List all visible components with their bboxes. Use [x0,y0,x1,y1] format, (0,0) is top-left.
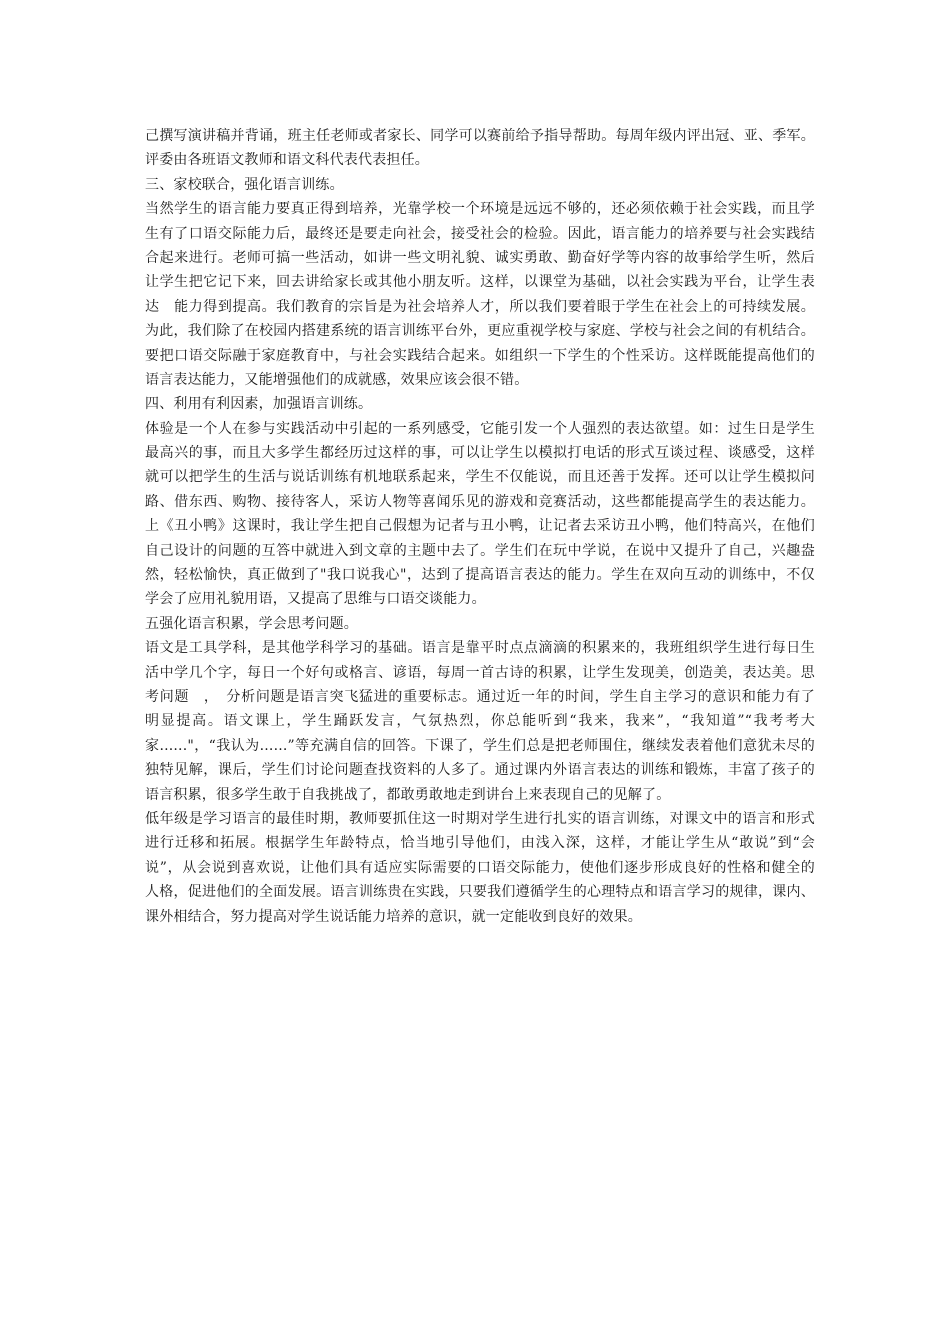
text-line: 进行迁移和拓展。根据学生年龄特点，恰当地引导他们，由浅入深，这样，才能让学生从“敢说”到“会 [145,835,815,852]
text-line: 考问题 ， 分析问题是语言突飞猛进的重要标志。通过近一年的时间，学生自主学习的意识和能力有了 [145,688,815,705]
text-line: 评委由各班语文教师和语文科代表代表担任。 [145,152,429,169]
text-line: 学会了应用礼貌用语，又提高了思维与口语交谈能力。 [145,591,486,608]
text-line: 低年级是学习语言的最佳时期，教师要抓住这一时期对学生进行扎实的语言训练，对课文中的语言和形式 [145,810,815,827]
text-line: 家......"，“我认为......”等充满自信的回答。下课了，学生们总是把老师围住，继续发表着他们意犹未尽的 [145,737,815,754]
text-line: 五强化语言积累，学会思考问题。 [145,615,358,632]
text-line: 课外相结合，努力提高对学生说话能力培养的意识，就一定能收到良好的效果。 [145,908,642,925]
text-line: 语言表达能力，又能增强他们的成就感，效果应该会很不错。 [145,371,529,388]
text-line: 体验是一个人在参与实践活动中引起的一系列感受，它能引发一个人强烈的表达欲望。如：过生日是学生 [145,420,815,437]
text-line: 己撰写演讲稿并背诵，班主任老师或者家长、同学可以赛前给予指导帮助。每周年级内评出冠、亚、季军。 [145,128,815,144]
text-line: 活中学几个字，每日一个好句或格言、谚语，每周一首古诗的积累，让学生发现美，创造美，表达美。思 [145,664,815,681]
text-line: 路、借东西、购物、接待客人，采访人物等喜闻乐见的游戏和竞赛活动，这些都能提高学生的表达能力。 [145,493,815,510]
text-line: 人格，促进他们的全面发展。语言训练贵在实践，只要我们遵循学生的心理特点和语言学习的规律，课内、 [145,884,815,901]
text-line: 然，轻松愉快，真正做到了"我口说我心"，达到了提高语言表达的能力。学生在双向互动的训练中，不仅 [145,567,815,584]
body-text [145,124,815,929]
text-line: 为此，我们除了在校园内搭建系统的语言训练平台外，更应重视学校与家庭、学校与社会之间的有机结合。 [145,323,815,340]
text-line: 独特见解，课后，学生们讨论问题查找资料的人多了。通过课内外语言表达的训练和锻炼，丰富了孩子的 [145,762,815,779]
text-line: 达 能力得到提高。我们教育的宗旨是为社会培养人才，所以我们要着眼于学生在社会上的可持续发展。 [145,298,815,315]
text-line: 语言积累，很多学生敢于自我挑战了，都敢勇敢地走到讲台上来表现自己的见解了。 [145,786,671,803]
text-line: 合起来进行。老师可搞一些活动，如讲一些文明礼貌、诚实勇敢、勤奋好学等内容的故事给学生听，然后 [145,249,815,266]
text-line: 生有了口语交际能力后，最终还是要走向社会，接受社会的检验。因此，语言能力的培养要与社会实践结 [145,225,815,242]
text-line: 四、利用有利因素，加强语言训练。 [145,396,373,413]
text-line: 语文是工具学科，是其他学科学习的基础。语言是靠平时点点滴滴的积累来的，我班组织学生进行每日生 [145,640,815,657]
text-line: 自己设计的问题的互答中就进入到文章的主题中去了。学生们在玩中学说，在说中又提升了自己，兴趣盎 [145,542,815,559]
text-line: 最高兴的事，而且大多学生都经历过这样的事，可以让学生以模拟打电话的形式互谈过程、谈感受，这样 [145,445,815,462]
text-line: 要把口语交际融于家庭教育中，与社会实践结合起来。如组织一下学生的个性采访。这样既能提高他们的 [145,347,815,364]
text-line: 就可以把学生的生活与说话训练有机地联系起来，学生不仅能说，而且还善于发挥。还可以让学生模拟问 [145,469,815,486]
text-line: 明显提高。语文课上，学生踊跃发言，气氛热烈，你总能听到“我来，我来”，“我知道”“我考考大 [145,713,815,730]
text-line: 让学生把它记下来，回去讲给家长或其他小朋友听。这样，以课堂为基础，以社会实践为平台，让学生表 [145,274,815,291]
text-line: 三、家校联合，强化语言训练。 [145,176,344,193]
text-line: 上《丑小鸭》这课时，我让学生把自己假想为记者与丑小鸭，让记者去采访丑小鸭，他们特高兴，在他们 [145,518,815,535]
text-line: 当然学生的语言能力要真正得到培养，光靠学校一个环境是远远不够的，还必须依赖于社会实践，而且学 [145,201,815,218]
text-line: 说”，从会说到喜欢说，让他们具有适应实际需要的口语交际能力，使他们逐步形成良好的性格和健全的 [145,859,815,876]
